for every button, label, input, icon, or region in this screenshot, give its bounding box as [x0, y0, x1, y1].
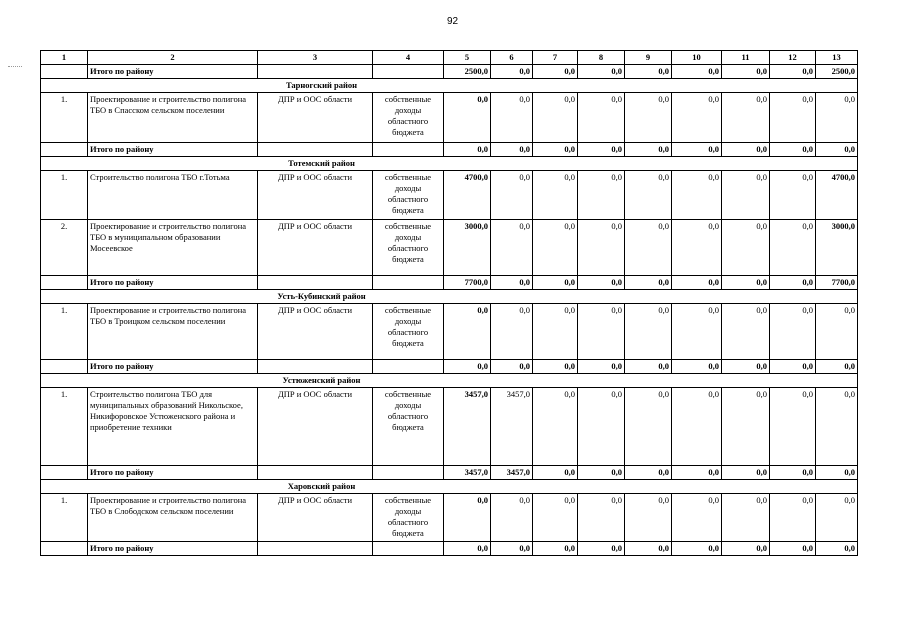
total-value: 0,0 — [770, 466, 816, 480]
project-name: Строительство полигона ТБО для муниципальных образований Никольское, Никифоровское Устюженского района и приобретение техники — [88, 388, 258, 466]
total-value: 0,0 — [491, 542, 533, 556]
table-row — [41, 220, 858, 276]
total-value: 0,0 — [491, 276, 533, 290]
total-label: Итого по району — [88, 143, 258, 157]
table-row — [41, 304, 858, 360]
total-value: 0,0 — [722, 360, 770, 374]
col-header: 4 — [373, 51, 444, 65]
value-cell: 0,0 — [533, 388, 578, 466]
total-value: 0,0 — [578, 542, 625, 556]
total-value: 0,0 — [672, 143, 722, 157]
district-name: Харовский район — [41, 480, 858, 494]
total-value: 0,0 — [625, 466, 672, 480]
total-value: 2500,0 — [444, 65, 491, 79]
funding-source: собственные доходы областного бюджета — [373, 220, 444, 276]
row-number: 2. — [41, 220, 88, 276]
value-cell: 3000,0 — [444, 220, 491, 276]
header-row — [41, 51, 858, 65]
total-value: 0,0 — [578, 360, 625, 374]
district-row — [41, 79, 858, 93]
value-cell: 0,0 — [816, 494, 858, 542]
total-org-cell — [258, 360, 373, 374]
value-cell: 0,0 — [533, 171, 578, 220]
table-row — [41, 494, 858, 542]
value-cell: 0,0 — [770, 494, 816, 542]
total-source-cell — [373, 276, 444, 290]
total-org-cell — [258, 65, 373, 79]
total-num-cell — [41, 360, 88, 374]
value-cell: 0,0 — [625, 93, 672, 143]
total-value: 0,0 — [816, 360, 858, 374]
total-value: 0,0 — [578, 466, 625, 480]
total-value: 0,0 — [672, 276, 722, 290]
funding-source: собственные доходы областного бюджета — [373, 304, 444, 360]
project-name: Проектирование и строительство полигона ТБО в муниципальном образовании Мосеевское — [88, 220, 258, 276]
col-header: 10 — [672, 51, 722, 65]
project-name: Проектирование и строительство полигона ТБО в Троицком сельском поселении — [88, 304, 258, 360]
col-header: 6 — [491, 51, 533, 65]
value-cell: 0,0 — [770, 304, 816, 360]
funding-source: собственные доходы областного бюджета — [373, 171, 444, 220]
district-name: Тарногский район — [41, 79, 858, 93]
total-value: 0,0 — [625, 276, 672, 290]
total-value: 0,0 — [770, 360, 816, 374]
total-value: 0,0 — [722, 466, 770, 480]
responsible-org: ДПР и ООС области — [258, 171, 373, 220]
value-cell: 0,0 — [672, 171, 722, 220]
row-number: 1. — [41, 304, 88, 360]
total-num-cell — [41, 276, 88, 290]
col-header: 11 — [722, 51, 770, 65]
total-value: 0,0 — [578, 143, 625, 157]
value-cell: 0,0 — [816, 304, 858, 360]
total-num-cell — [41, 466, 88, 480]
total-source-cell — [373, 466, 444, 480]
value-cell: 0,0 — [578, 171, 625, 220]
total-source-cell — [373, 542, 444, 556]
col-header: 2 — [88, 51, 258, 65]
value-cell: 0,0 — [578, 494, 625, 542]
value-cell: 0,0 — [625, 171, 672, 220]
district-name: Устюженский район — [41, 374, 858, 388]
total-source-cell — [373, 360, 444, 374]
value-cell: 0,0 — [672, 93, 722, 143]
total-value: 0,0 — [533, 360, 578, 374]
total-value: 0,0 — [722, 65, 770, 79]
responsible-org: ДПР и ООС области — [258, 494, 373, 542]
district-total-row — [41, 542, 858, 556]
total-value: 0,0 — [770, 542, 816, 556]
value-cell: 0,0 — [491, 93, 533, 143]
top-total-row — [41, 65, 858, 79]
total-value: 0,0 — [533, 276, 578, 290]
value-cell: 0,0 — [770, 220, 816, 276]
district-row — [41, 157, 858, 171]
value-cell: 0,0 — [625, 494, 672, 542]
value-cell: 0,0 — [444, 93, 491, 143]
budget-table — [40, 50, 858, 556]
total-value: 2500,0 — [816, 65, 858, 79]
total-value: 0,0 — [491, 360, 533, 374]
responsible-org: ДПР и ООС области — [258, 220, 373, 276]
value-cell: 0,0 — [672, 304, 722, 360]
responsible-org: ДПР и ООС области — [258, 304, 373, 360]
value-cell: 0,0 — [491, 171, 533, 220]
total-value: 0,0 — [722, 276, 770, 290]
total-value: 0,0 — [578, 276, 625, 290]
value-cell: 0,0 — [533, 220, 578, 276]
total-value: 0,0 — [672, 360, 722, 374]
table-row — [41, 93, 858, 143]
total-value: 7700,0 — [444, 276, 491, 290]
total-value: 0,0 — [672, 466, 722, 480]
total-value: 0,0 — [578, 65, 625, 79]
total-value: 7700,0 — [816, 276, 858, 290]
value-cell: 0,0 — [672, 388, 722, 466]
col-header: 12 — [770, 51, 816, 65]
total-value: 0,0 — [770, 143, 816, 157]
project-name: Проектирование и строительство полигона ТБО в Спасском сельском поселении — [88, 93, 258, 143]
total-label: Итого по району — [88, 360, 258, 374]
total-value: 0,0 — [533, 143, 578, 157]
value-cell: 0,0 — [533, 494, 578, 542]
total-value: 3457,0 — [444, 466, 491, 480]
total-label: Итого по району — [88, 466, 258, 480]
value-cell: 4700,0 — [444, 171, 491, 220]
col-header: 8 — [578, 51, 625, 65]
value-cell: 0,0 — [533, 93, 578, 143]
value-cell: 4700,0 — [816, 171, 858, 220]
total-value: 0,0 — [625, 360, 672, 374]
total-source-cell — [373, 143, 444, 157]
total-value: 0,0 — [770, 65, 816, 79]
value-cell: 0,0 — [578, 388, 625, 466]
value-cell: 3457,0 — [491, 388, 533, 466]
district-name: Тотемский район — [41, 157, 858, 171]
district-row — [41, 290, 858, 304]
col-header: 3 — [258, 51, 373, 65]
margin-mark — [8, 66, 22, 67]
total-source-cell — [373, 65, 444, 79]
total-value: 3457,0 — [491, 466, 533, 480]
table-row — [41, 171, 858, 220]
value-cell: 0,0 — [491, 494, 533, 542]
value-cell: 0,0 — [722, 171, 770, 220]
total-value: 0,0 — [672, 65, 722, 79]
total-value: 0,0 — [625, 542, 672, 556]
value-cell: 0,0 — [533, 304, 578, 360]
value-cell: 0,0 — [770, 93, 816, 143]
value-cell: 0,0 — [722, 494, 770, 542]
col-header: 1 — [41, 51, 88, 65]
value-cell: 0,0 — [578, 304, 625, 360]
funding-source: собственные доходы областного бюджета — [373, 93, 444, 143]
value-cell: 0,0 — [816, 388, 858, 466]
total-value: 0,0 — [625, 143, 672, 157]
total-value: 0,0 — [722, 143, 770, 157]
total-value: 0,0 — [444, 360, 491, 374]
responsible-org: ДПР и ООС области — [258, 93, 373, 143]
value-cell: 0,0 — [722, 388, 770, 466]
row-number: 1. — [41, 93, 88, 143]
value-cell: 0,0 — [444, 304, 491, 360]
district-row — [41, 374, 858, 388]
total-label: Итого по району — [88, 542, 258, 556]
district-total-row — [41, 276, 858, 290]
value-cell: 0,0 — [722, 93, 770, 143]
value-cell: 0,0 — [444, 494, 491, 542]
total-value: 0,0 — [816, 542, 858, 556]
total-label: Итого по району — [88, 276, 258, 290]
total-num-cell — [41, 542, 88, 556]
value-cell: 3000,0 — [816, 220, 858, 276]
value-cell: 0,0 — [770, 388, 816, 466]
total-value: 0,0 — [533, 466, 578, 480]
value-cell: 0,0 — [625, 220, 672, 276]
total-value: 0,0 — [444, 143, 491, 157]
value-cell: 0,0 — [722, 304, 770, 360]
total-num-cell — [41, 143, 88, 157]
total-org-cell — [258, 466, 373, 480]
total-label: Итого по району — [88, 65, 258, 79]
value-cell: 0,0 — [625, 304, 672, 360]
row-number: 1. — [41, 388, 88, 466]
row-number: 1. — [41, 171, 88, 220]
value-cell: 0,0 — [491, 304, 533, 360]
district-row — [41, 480, 858, 494]
total-value: 0,0 — [444, 542, 491, 556]
project-name: Строительство полигона ТБО г.Тотьма — [88, 171, 258, 220]
district-name: Усть-Кубинский район — [41, 290, 858, 304]
total-value: 0,0 — [816, 143, 858, 157]
project-name: Проектирование и строительство полигона ТБО в Слободском сельском поселении — [88, 494, 258, 542]
value-cell: 0,0 — [816, 93, 858, 143]
district-total-row — [41, 143, 858, 157]
district-total-row — [41, 360, 858, 374]
value-cell: 0,0 — [491, 220, 533, 276]
value-cell: 0,0 — [770, 171, 816, 220]
col-header: 13 — [816, 51, 858, 65]
value-cell: 3457,0 — [444, 388, 491, 466]
total-value: 0,0 — [533, 65, 578, 79]
row-number: 1. — [41, 494, 88, 542]
total-value: 0,0 — [491, 143, 533, 157]
total-num-cell — [41, 65, 88, 79]
col-header: 7 — [533, 51, 578, 65]
total-org-cell — [258, 276, 373, 290]
total-value: 0,0 — [672, 542, 722, 556]
table-body — [41, 51, 858, 556]
total-value: 0,0 — [770, 276, 816, 290]
col-header: 5 — [444, 51, 491, 65]
total-value: 0,0 — [533, 542, 578, 556]
total-value: 0,0 — [816, 466, 858, 480]
value-cell: 0,0 — [722, 220, 770, 276]
total-org-cell — [258, 143, 373, 157]
funding-source: собственные доходы областного бюджета — [373, 494, 444, 542]
funding-source: собственные доходы областного бюджета — [373, 388, 444, 466]
total-org-cell — [258, 542, 373, 556]
responsible-org: ДПР и ООС области — [258, 388, 373, 466]
total-value: 0,0 — [491, 65, 533, 79]
district-total-row — [41, 466, 858, 480]
page-number: 92 — [446, 16, 459, 27]
value-cell: 0,0 — [578, 220, 625, 276]
value-cell: 0,0 — [672, 220, 722, 276]
value-cell: 0,0 — [672, 494, 722, 542]
total-value: 0,0 — [625, 65, 672, 79]
total-value: 0,0 — [722, 542, 770, 556]
value-cell: 0,0 — [625, 388, 672, 466]
col-header: 9 — [625, 51, 672, 65]
table-row — [41, 388, 858, 466]
value-cell: 0,0 — [578, 93, 625, 143]
